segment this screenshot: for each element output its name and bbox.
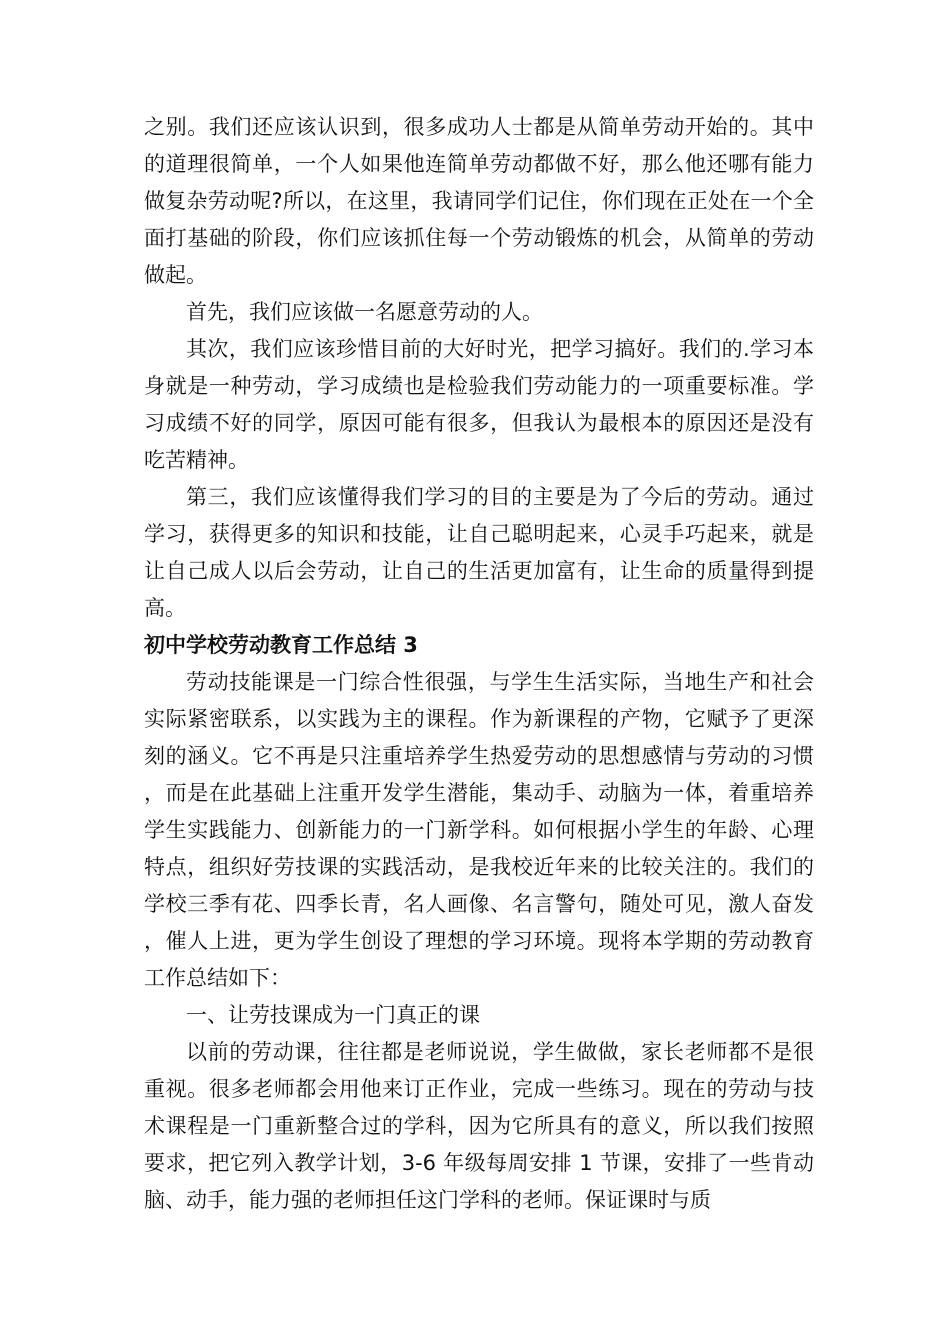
section-heading: 初中学校劳动教育工作总结 3 — [144, 633, 418, 657]
paragraph-second-point: 其次，我们应该珍惜目前的大好时光，把学习搞好。我们的.学习本身就是一种劳动，学习成绩也是检验我们劳动能力的一项重要标准。学习成绩不好的同学，原因可能有很多，但我认为最根本的原因还是没有吃苦精神。 — [144, 337, 814, 472]
paragraph-intro: 劳动技能课是一门综合性很强，与学生生活实际，当地生产和社会实际紧密联系，以实践为主的课程。作为新课程的产物，它赋予了更深刻的涵义。它不再是只注重培养学生热爱劳动的思想感情与劳动的习惯，而是在此基础上注重开发学生潜能，集动手、动脑为一体，着重培养学生实践能力、创新能力的一门新学科。如何根据小学生的年龄、心理特点，组织好劳技课的实践活动，是我校近年来的比较关注的。我们的学校三季有花、四季长青，名人画像、名言警句，随处可见，激人奋发，催人上进，更为学生创设了理想的学习环境。现将本学期的劳动教育工作总结如下： — [144, 670, 814, 990]
document-body — [144, 109, 814, 1219]
paragraph-first-point: 首先，我们应该做一名愿意劳动的人。 — [186, 300, 543, 324]
paragraph-third-point: 第三，我们应该懂得我们学习的目的主要是为了今后的劳动。通过学习，获得更多的知识和技能，让自己聪明起来，心灵手巧起来，就是让自己成人以后会劳动，让自己的生活更加富有，让生命的质量得到提高。 — [144, 485, 814, 620]
subsection-heading: 一、让劳技课成为一门真正的课 — [186, 1003, 480, 1027]
paragraph-continuation: 之别。我们还应该认识到，很多成功人士都是从简单劳动开始的。其中的道理很简单，一个人如果他连简单劳动都做不好，那么他还哪有能力做复杂劳动呢?所以，在这里，我请同学们记住，你们现在正处在一个全面打基础的阶段，你们应该抓住每一个劳动锻炼的机会，从简单的劳动做起。 — [144, 115, 814, 287]
paragraph-body: 以前的劳动课，往往都是老师说说，学生做做，家长老师都不是很重视。很多老师都会用他来订正作业，完成一些练习。现在的劳动与技术课程是一门重新整合过的学科，因为它所具有的意义，所以我们按照要求，把它列入教学计划，3-6 年级每周安排 1 节课，安排了一些肯动脑、动手，能力强的老师担任这门学科的老师。保证课时与质 — [144, 1040, 814, 1212]
